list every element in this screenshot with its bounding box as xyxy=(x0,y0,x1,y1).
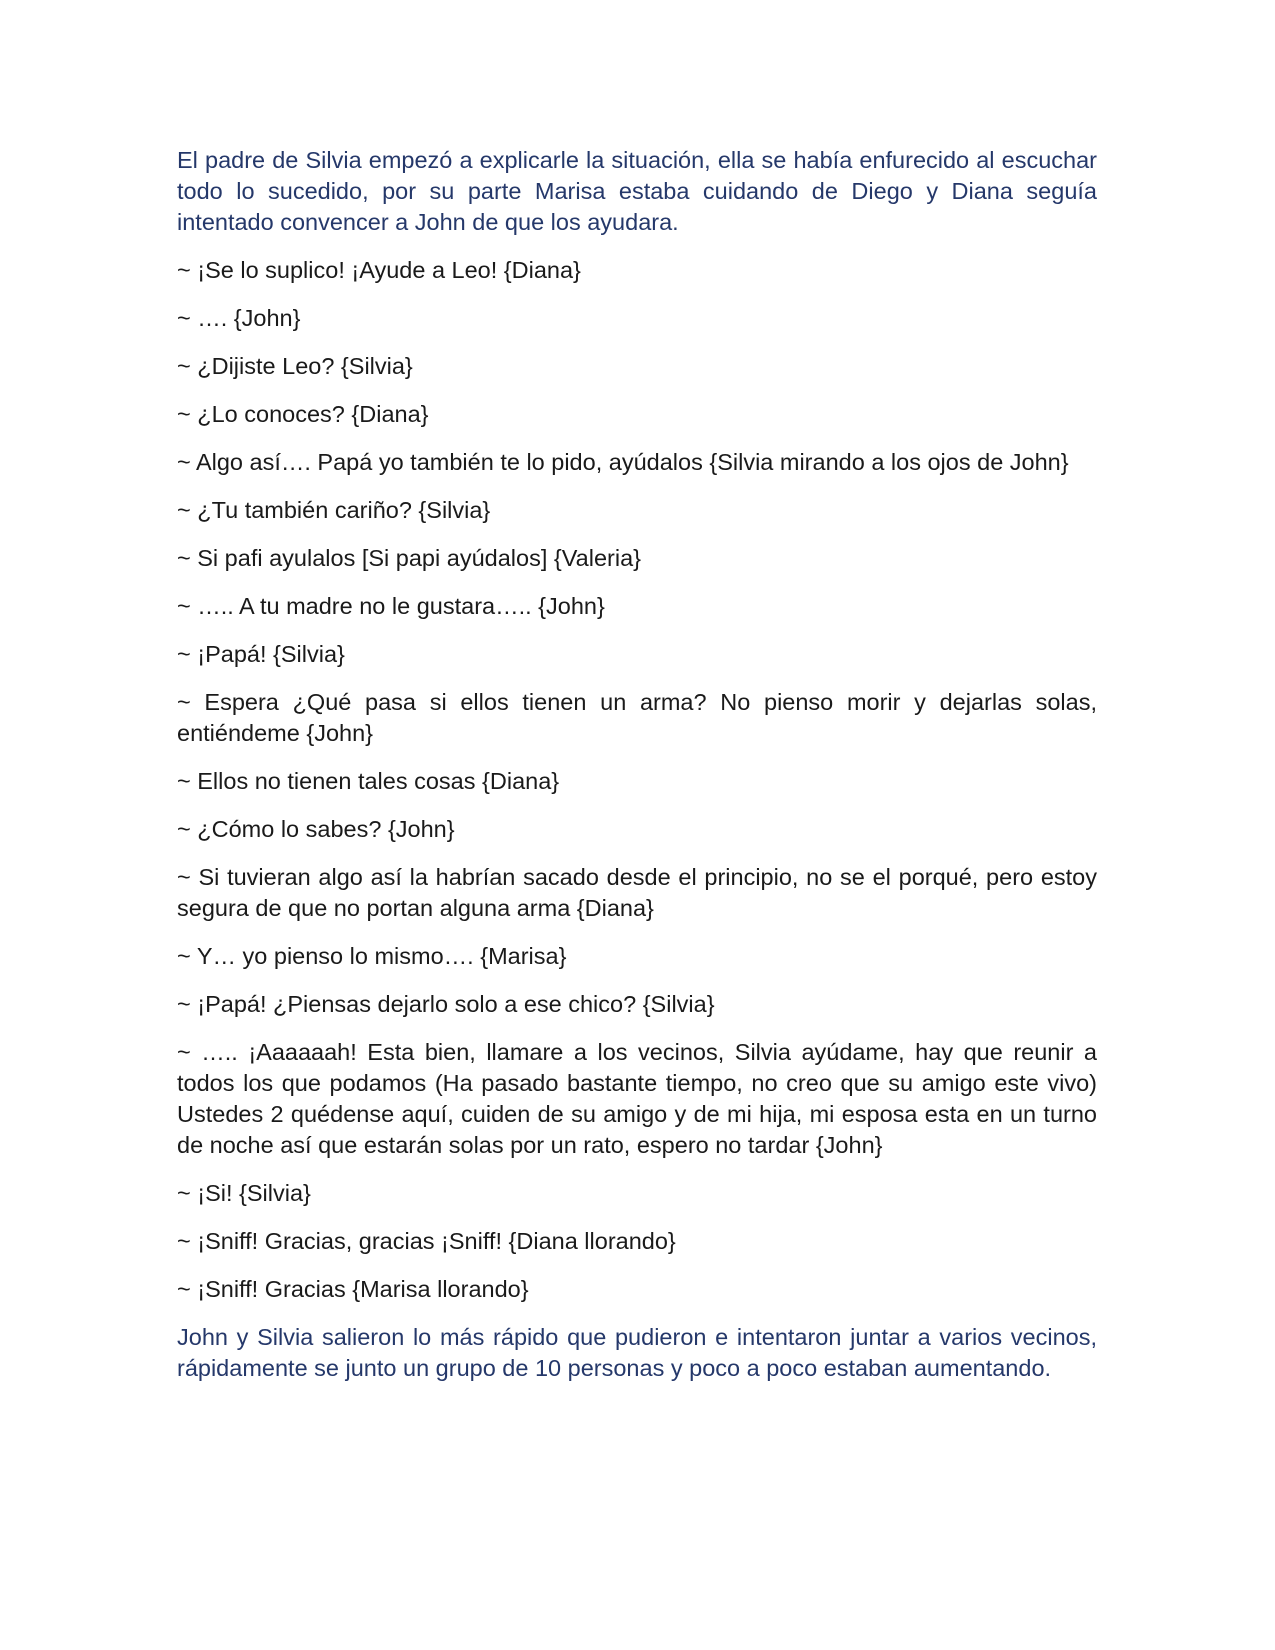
dialogue-line: ~ ¿Tu también cariño? {Silvia} xyxy=(177,497,491,523)
dialogue-line: ~ ¡Sniff! Gracias {Marisa llorando} xyxy=(177,1276,529,1302)
dialogue-line: ~ …. {John} xyxy=(177,305,301,331)
dialogue-line: ~ Espera ¿Qué pasa si ellos tienen un arma? No pienso morir y dejarlas solas, entiéndeme {John} xyxy=(177,689,1097,746)
document-page xyxy=(177,145,1097,1401)
dialogue-line: ~ ¿Cómo lo sabes? {John} xyxy=(177,816,455,842)
dialogue-line: ~ ¿Dijiste Leo? {Silvia} xyxy=(177,353,413,379)
dialogue-line: ~ ¡Papá! {Silvia} xyxy=(177,641,345,667)
dialogue-line: ~ Si tuvieran algo así la habrían sacado desde el principio, no se el porqué, pero estoy segura de que no portan alguna arma {Diana} xyxy=(177,864,1097,921)
narration-paragraph: John y Silvia salieron lo más rápido que pudieron e intentaron juntar a varios vecinos, rápidamente se junto un grupo de 10 personas y poco a poco estaban aumentando. xyxy=(177,1324,1097,1381)
dialogue-line: ~ ¡Se lo suplico! ¡Ayude a Leo! {Diana} xyxy=(177,257,581,283)
dialogue-line: ~ ¿Lo conoces? {Diana} xyxy=(177,401,429,427)
dialogue-line: ~ ….. A tu madre no le gustara….. {John} xyxy=(177,593,605,619)
dialogue-line: ~ Si pafi ayulalos [Si papi ayúdalos] {Valeria} xyxy=(177,545,641,571)
dialogue-line: ~ ¡Si! {Silvia} xyxy=(177,1180,311,1206)
narration-paragraph: El padre de Silvia empezó a explicarle la situación, ella se había enfurecido al escuchar todo lo sucedido, por su parte Marisa estaba cuidando de Diego y Diana seguía intentado convencer a John de que los ayudara. xyxy=(177,147,1097,235)
dialogue-line: ~ ¡Sniff! Gracias, gracias ¡Sniff! {Diana llorando} xyxy=(177,1228,676,1254)
dialogue-line: ~ ….. ¡Aaaaaah! Esta bien, llamare a los vecinos, Silvia ayúdame, hay que reunir a todos los que podamos (Ha pasado bastante tiempo, no creo que su amigo este vivo) Ustedes 2 quédense aquí, cuiden de su amigo y de mi hija, mi esposa esta en un turno de noche así que estarán solas por un rato, espero no tardar {John} xyxy=(177,1039,1097,1158)
dialogue-line: ~ Algo así…. Papá yo también te lo pido, ayúdalos {Silvia mirando a los ojos de John} xyxy=(177,449,1069,475)
dialogue-line: ~ Y… yo pienso lo mismo…. {Marisa} xyxy=(177,943,567,969)
dialogue-line: ~ ¡Papá! ¿Piensas dejarlo solo a ese chico? {Silvia} xyxy=(177,991,715,1017)
dialogue-line: ~ Ellos no tienen tales cosas {Diana} xyxy=(177,768,560,794)
